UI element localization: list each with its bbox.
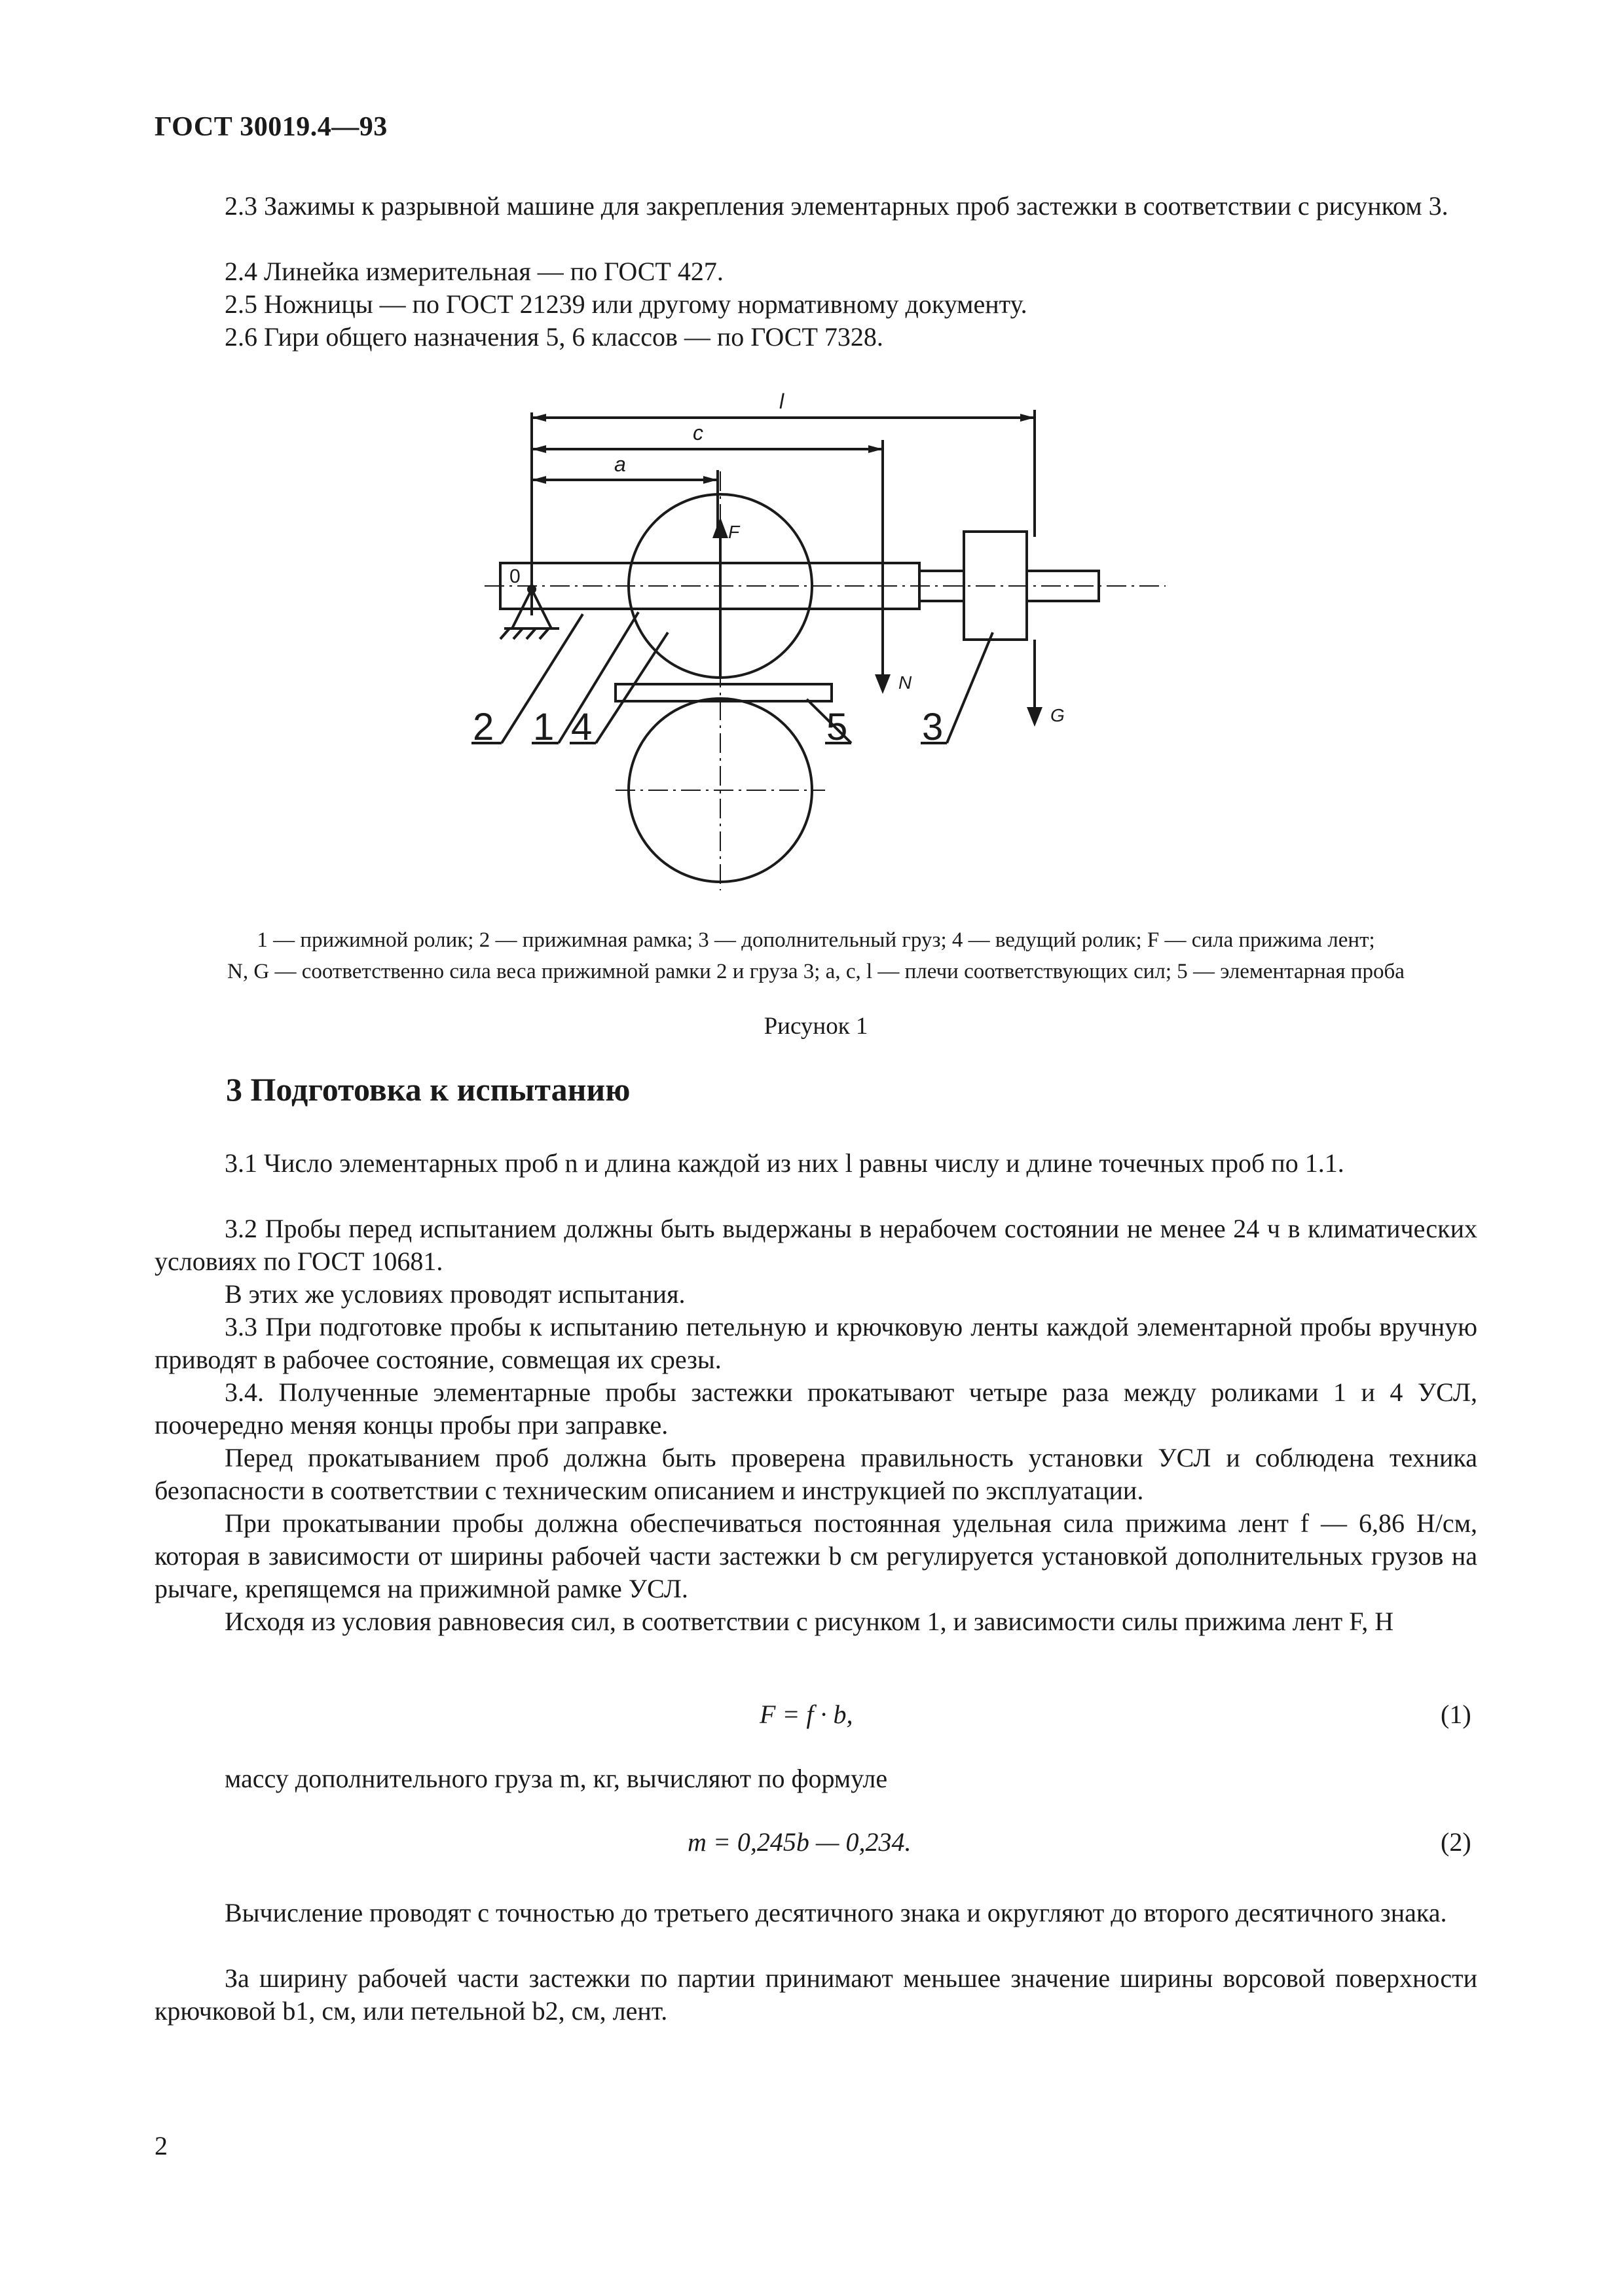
para-calculation: Вычисление проводят с точностью до третьего десятичного знака и округляют до второго десятичного знака.	[225, 1898, 1447, 1927]
formula-2-number: (2)	[1441, 1827, 1471, 1857]
callout-1: 1	[533, 706, 555, 748]
legend-line-1: 1 — прижимной ролик; 2 — прижимная рамка; 3 — дополнительный груз; 4 — ведущий ролик; F — сила прижима лент;	[257, 928, 1375, 952]
para-3-4: 3.4. Полученные элементарные пробы застежки прокатывают четыре раза между роликами 1 и 4 УСЛ, поочередно меняя концы пробы при заправке.	[155, 1377, 1477, 1440]
document-header: ГОСТ 30019.4—93	[155, 112, 388, 142]
para-3-4c: При прокатывании пробы должна обеспечиваться постоянная удельная сила прижима лент f — 6,86 Н/см, которая в зависимости от ширины рабочей части застежки b см регулируется установкой дополнительных грузов на рычаге, крепящемся на прижимной рамке УСЛ.	[155, 1508, 1477, 1603]
callout-3: 3	[922, 706, 944, 748]
figure-1-diagram	[471, 386, 1192, 890]
para-3-2: 3.2 Пробы перед испытанием должны быть выдержаны в нерабочем состоянии не менее 24 ч в климатических условиях по ГОСТ 10681.	[155, 1214, 1477, 1276]
force-g-label: G	[1050, 705, 1065, 725]
callout-4: 4	[571, 706, 593, 748]
formula-1: F = f · b,	[760, 1700, 853, 1729]
dim-c-label: c	[693, 421, 703, 445]
dim-l-label: l	[779, 390, 784, 413]
para-3-4b: Перед прокатыванием проб должна быть проверена правильность установки УСЛ и соблюдена техника безопасности в соответствии с техническим описанием и инструкцией по эксплуатации.	[155, 1443, 1477, 1505]
legend-line-2: N, G — соответственно сила веса прижимной рамки 2 и груза 3; a, c, l — плечи соответствующих сил; 5 — элементарная проба	[227, 960, 1405, 983]
dim-a-label: a	[614, 452, 626, 476]
item-2-3: 2.3 Зажимы к разрывной машине для закрепления элементарных проб застежки в соответствии с рисунком 3.	[225, 191, 1448, 221]
item-2-4: 2.4 Линейка измерительная — по ГОСТ 427.	[225, 257, 724, 286]
item-2-6: 2.6 Гири общего назначения 5, 6 классов — по ГОСТ 7328.	[225, 322, 883, 352]
item-2-5: 2.5 Ножницы — по ГОСТ 21239 или другому нормативному документу.	[225, 289, 1027, 319]
section-3-title: 3 Подготовка к испытанию	[226, 1071, 631, 1108]
formula-1-number: (1)	[1441, 1700, 1471, 1729]
page-number: 2	[155, 2131, 168, 2160]
para-width: За ширину рабочей части застежки по партии принимают меньшее значение ширины ворсовой поверхности крючковой b1, см, или петельной b2, см, лент.	[155, 1963, 1477, 2026]
para-3-4d: Исходя из условия равновесия сил, в соответствии с рисунком 1, и зависимости силы прижима лент F, Н	[225, 1607, 1394, 1636]
figure-caption: Рисунок 1	[764, 1013, 868, 1040]
force-n-label: N	[898, 672, 912, 693]
para-3-2b: В этих же условиях проводят испытания.	[225, 1279, 686, 1309]
formula-2: m = 0,245b — 0,234.	[688, 1827, 912, 1857]
force-f-label: F	[728, 522, 740, 542]
callout-2: 2	[473, 706, 494, 748]
para-mass: массу дополнительного груза m, кг, вычисляют по формуле	[225, 1764, 888, 1793]
para-3-3: 3.3 При подготовке пробы к испытанию петельную и крючковую ленты каждой элементарной пробы вручную приводят в рабочее состояние, совмещая их срезы.	[155, 1312, 1477, 1374]
figure-legend	[155, 924, 1477, 987]
para-3-1: 3.1 Число элементарных проб n и длина каждой из них l равны числу и длине точечных проб по 1.1.	[225, 1148, 1344, 1178]
callout-5: 5	[826, 706, 848, 748]
origin-label: 0	[509, 566, 521, 587]
